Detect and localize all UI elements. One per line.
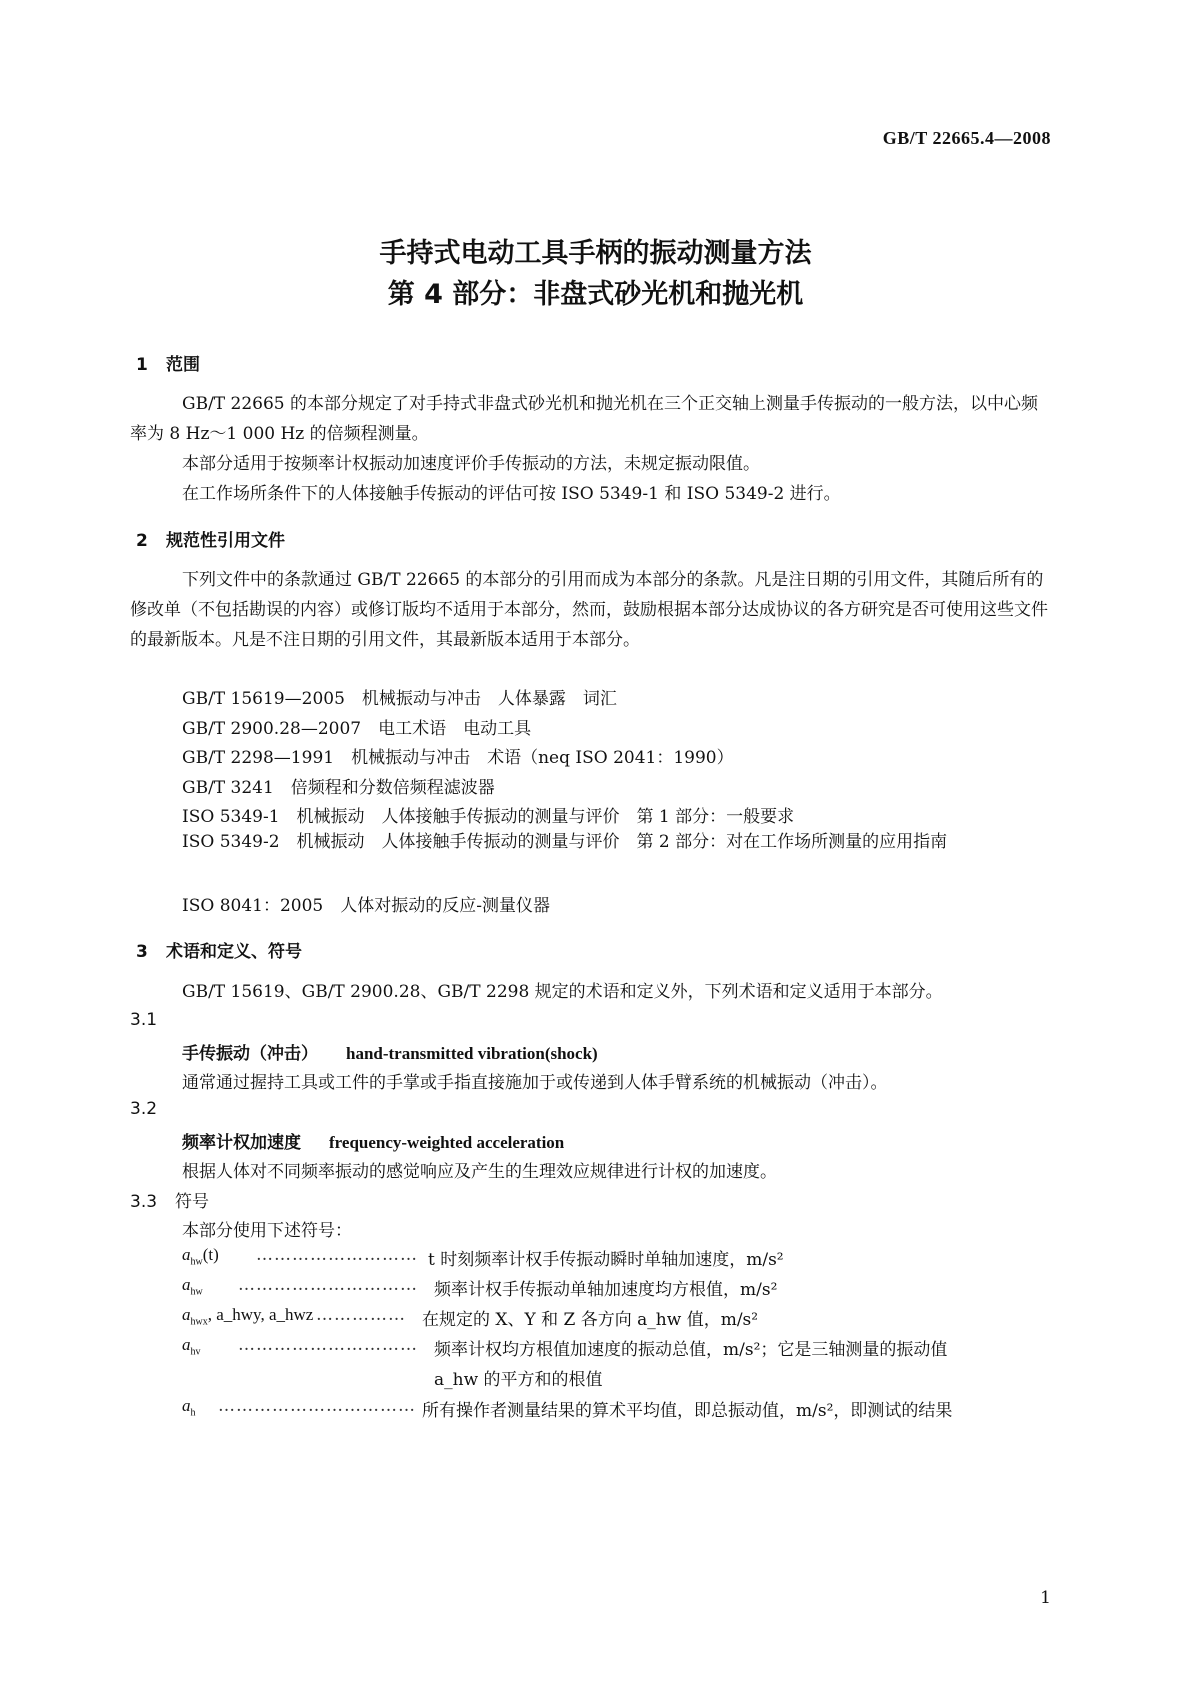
section-title: 规范性引用文件	[166, 531, 285, 551]
term-3-1	[182, 1039, 598, 1064]
leader-dots: …………………………	[238, 1335, 418, 1355]
section-title: 范围	[166, 355, 200, 375]
reference-item: ISO 5349-2 机械振动 人体接触手传振动的测量与评价 第 2 部分：对在工作场所测量的应用指南	[182, 832, 948, 852]
symbol: $a_{hw}$	[182, 1275, 203, 1298]
section-title: 术语和定义、符号	[166, 942, 302, 962]
term-en: frequency-weighted acceleration	[329, 1133, 565, 1152]
symbol: $a_{hw}(t)$	[182, 1245, 219, 1268]
symbol-row	[182, 1275, 1062, 1305]
subsection-number: 3.3	[130, 1192, 158, 1212]
section-2-heading	[136, 526, 285, 551]
reference-item: GB/T 15619—2005 机械振动与冲击 人体暴露 词汇	[182, 689, 617, 709]
term-zh: 手传振动（冲击）	[182, 1044, 318, 1064]
symbol-description: 频率计权手传振动单轴加速度均方根值，m/s²	[434, 1280, 778, 1300]
section-3-paragraph-1: GB/T 15619、GB/T 2900.28、GB/T 2298 规定的术语和定义外，下列术语和定义适用于本部分。	[182, 982, 943, 1002]
symbol: $a_{hwx}$, a_hwy, a_hwz	[182, 1305, 314, 1328]
symbol-row	[182, 1305, 1062, 1335]
subsection-title: 符号	[175, 1192, 210, 1212]
section-number: 3	[136, 942, 148, 962]
section-1-heading	[136, 350, 200, 375]
leader-dots: ……………	[316, 1305, 406, 1325]
section-2-paragraph-1: 下列文件中的条款通过 GB/T 22665 的本部分的引用而成为本部分的条款。凡是注日期的引用文件，其随后所有的修改单（不包括勘误的内容）或修订版均不适用于本部分，然而，鼓励根据本部分达成协议的各方研究是否可使用这些文件的最新版本。凡是不注日期的引用文件，其最新版本适用于本部分。	[130, 570, 1048, 650]
symbol-description: 频率计权均方根值加速度的振动总值，m/s²；它是三轴测量的振动值	[434, 1340, 948, 1360]
standard-id: GB/T 22665.4—2008	[882, 128, 1051, 148]
section-1-paragraph-2: 本部分适用于按频率计权振动加速度评价手传振动的方法，未规定振动限值。	[182, 454, 760, 474]
symbol-row	[182, 1245, 1062, 1275]
symbol-description-continued: a_hw 的平方和的根值	[434, 1370, 603, 1390]
section-number: 2	[136, 531, 148, 551]
symbols-intro: 本部分使用下述符号：	[182, 1221, 352, 1241]
subsection-3-3-heading	[130, 1187, 209, 1212]
leader-dots: ………………………	[256, 1245, 418, 1265]
term-en: hand-transmitted vibration(shock)	[346, 1044, 598, 1063]
reference-item: ISO 8041：2005 人体对振动的反应-测量仪器	[182, 896, 550, 916]
document-title-line2: 第 4 部分：非盘式砂光机和抛光机	[387, 279, 804, 310]
leader-dots: ……………………………	[218, 1396, 416, 1416]
term-3-1-definition: 通常通过握持工具或工件的手掌或手指直接施加于或传递到人体手臂系统的机械振动（冲击）。	[182, 1073, 888, 1093]
reference-item: GB/T 3241 倍频程和分数倍频程滤波器	[182, 778, 495, 798]
symbol-description: 所有操作者测量结果的算术平均值，即总振动值，m/s²，即测试的结果	[422, 1401, 953, 1421]
leader-dots: …………………………	[238, 1275, 418, 1295]
term-zh: 频率计权加速度	[182, 1133, 301, 1153]
subsection-3-2-number: 3.2	[130, 1099, 158, 1119]
symbol: $a_h$	[182, 1396, 196, 1419]
symbol-row	[182, 1335, 1062, 1365]
section-1-paragraph-3: 在工作场所条件下的人体接触手传振动的评估可按 ISO 5349-1 和 ISO 5349-2 进行。	[182, 484, 841, 504]
document-title-line1: 手持式电动工具手柄的振动测量方法	[379, 238, 812, 269]
symbol: $a_{hv}$	[182, 1335, 201, 1358]
reference-item: GB/T 2900.28—2007 电工术语 电动工具	[182, 719, 532, 739]
section-1-paragraph-1: GB/T 22665 的本部分规定了对手持式非盘式砂光机和抛光机在三个正交轴上测量手传振动的一般方法，以中心频率为 8 Hz～1 000 Hz 的倍频程测量。	[130, 394, 1039, 444]
reference-item: ISO 5349-1 机械振动 人体接触手传振动的测量与评价 第 1 部分：一般要求	[182, 807, 795, 827]
term-3-2-definition: 根据人体对不同频率振动的感觉响应及产生的生理效应规律进行计权的加速度。	[182, 1162, 777, 1182]
symbol-row-continuation	[182, 1365, 1062, 1395]
symbol-description: t 时刻频率计权手传振动瞬时单轴加速度，m/s²	[428, 1250, 784, 1270]
symbol-row	[182, 1396, 1062, 1426]
section-number: 1	[136, 355, 148, 375]
subsection-3-1-number: 3.1	[130, 1010, 158, 1030]
symbol-description: 在规定的 X、Y 和 Z 各方向 a_hw 值，m/s²	[422, 1310, 759, 1330]
page-number: 1	[1040, 1588, 1051, 1608]
reference-item: GB/T 2298—1991 机械振动与冲击 术语（neq ISO 2041：1990）	[182, 748, 734, 768]
section-3-heading	[136, 937, 302, 962]
term-3-2	[182, 1128, 564, 1153]
